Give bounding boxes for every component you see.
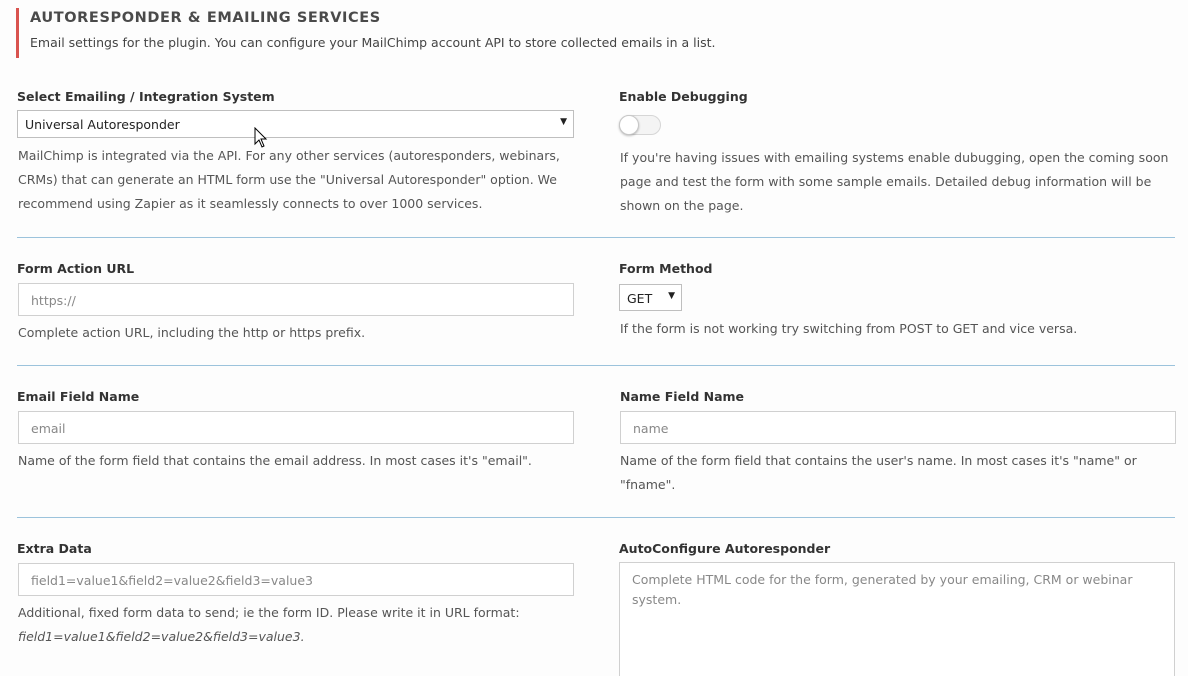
emailing-system-selected-value: Universal Autoresponder — [25, 117, 180, 132]
emailing-system-select[interactable] — [17, 110, 574, 138]
help-line: If you're having issues with emailing systems enable dubugging, open the coming soon — [620, 150, 1169, 165]
form-method-selected-value: GET — [627, 291, 653, 306]
name-field-placeholder: name — [633, 421, 669, 436]
help-line: "fname". — [620, 477, 676, 492]
help-example: field1=value1&field2=value2&field3=value3. — [18, 629, 305, 644]
email-field-help: Name of the form field that contains the email address. In most cases it's "email". — [18, 453, 532, 468]
debugging-toggle[interactable] — [619, 115, 661, 135]
extra-data-help — [18, 601, 578, 649]
textarea-placeholder-line: Complete HTML code for the form, generated by your emailing, CRM or webinar — [632, 572, 1133, 587]
extra-data-placeholder: field1=value1&field2=value2&field3=value3 — [31, 573, 313, 588]
extra-data-label: Extra Data — [17, 541, 92, 556]
form-method-select[interactable] — [619, 284, 682, 311]
help-line: shown on the page. — [620, 198, 744, 213]
dropdown-caret-icon: ▼ — [560, 117, 567, 127]
emailing-system-label: Select Emailing / Integration System — [17, 89, 275, 104]
emailing-system-help — [18, 144, 578, 216]
name-field-input[interactable] — [620, 411, 1176, 444]
autoconfigure-label: AutoConfigure Autoresponder — [619, 541, 831, 556]
email-field-label: Email Field Name — [17, 389, 140, 404]
form-method-help: If the form is not working try switching from POST to GET and vice versa. — [620, 321, 1078, 336]
email-field-placeholder: email — [31, 421, 66, 436]
section-header — [16, 8, 930, 58]
extra-data-input[interactable] — [18, 563, 574, 596]
help-line: MailChimp is integrated via the API. For any other services (autoresponders, webinars, — [18, 148, 560, 163]
dropdown-caret-icon: ▼ — [668, 291, 675, 301]
section-description: Email settings for the plugin. You can configure your MailChimp account API to store collected emails in a list. — [30, 35, 716, 50]
toggle-knob — [619, 115, 639, 135]
help-line: page and test the form with some sample emails. Detailed debug information will be — [620, 174, 1152, 189]
name-field-help — [620, 449, 1180, 497]
form-action-input[interactable] — [18, 283, 574, 316]
form-action-label: Form Action URL — [17, 261, 135, 276]
form-method-label: Form Method — [619, 261, 713, 276]
debugging-help — [620, 146, 1180, 218]
textarea-placeholder-line: system. — [632, 592, 682, 607]
form-action-placeholder: https:// — [31, 293, 76, 308]
section-divider — [17, 517, 1175, 518]
help-line: recommend using Zapier as it seamlessly connects to over 1000 services. — [18, 196, 483, 211]
help-line: Additional, fixed form data to send; ie the form ID. Please write it in URL format: — [18, 605, 520, 620]
form-action-help: Complete action URL, including the http or https prefix. — [18, 325, 366, 340]
mouse-cursor-icon — [254, 127, 268, 149]
help-line: Name of the form field that contains the user's name. In most cases it's "name" or — [620, 453, 1137, 468]
help-line: CRMs) that can generate an HTML form use the "Universal Autoresponder" option. We — [18, 172, 557, 187]
email-field-input[interactable] — [18, 411, 574, 444]
autoconfigure-textarea[interactable] — [619, 562, 1175, 676]
name-field-label: Name Field Name — [620, 389, 745, 404]
debugging-label: Enable Debugging — [619, 89, 748, 104]
section-title: AUTORESPONDER & EMAILING SERVICES — [30, 10, 381, 26]
section-divider — [17, 365, 1175, 366]
section-divider — [17, 237, 1175, 238]
